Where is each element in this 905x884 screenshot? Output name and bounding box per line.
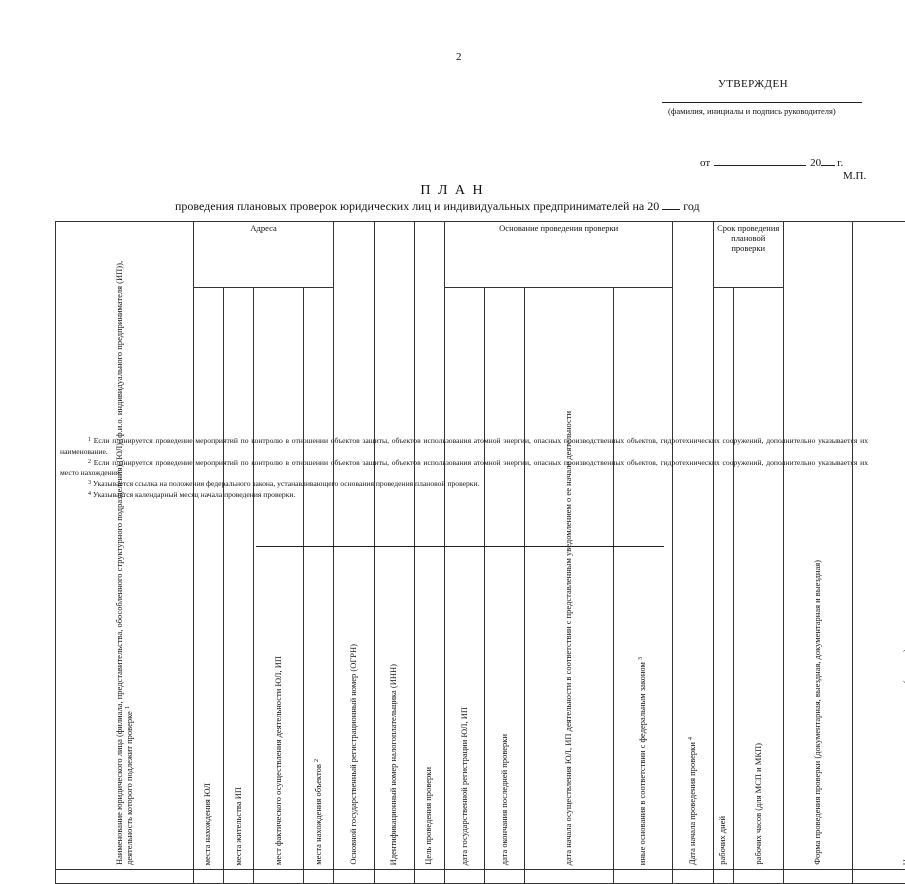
- col-name-header: Наименование юридического лица (филиала, представительства, обособленного структурного подразделения) (ЮЛ) (ф.и.о. индивидуального предпринимателя (ИП)), деятельность которого подлежит проверке $^1$: [56, 222, 194, 870]
- footnote: $^3$ Указывается ссылка на положения федерального закона, устанавливающего основания проведения плановой проверки.: [60, 479, 868, 490]
- duration-header: Срок проведения плановой проверки: [713, 222, 783, 288]
- plan-subtitle-text: проведения плановых проверок юридических лиц и индивидуальных предпринимателей на 20: [175, 199, 659, 213]
- working-hours-header: [734, 287, 784, 870]
- addresses-header: Адреса: [193, 222, 334, 288]
- last-check-date-header: [484, 287, 524, 870]
- footnote: $^2$ Если планируется проведение мероприятий по контролю в отношении объектов защиты, объектов использования атомной энергии, опасных производственных объектов, гидротехнических сооружений, дополнительно указывается их место нахождения.: [60, 458, 868, 480]
- year-blank: [821, 156, 835, 166]
- grounds-header: Основание проведения проверки: [444, 222, 673, 288]
- year-suffix: г.: [837, 157, 843, 169]
- bottom-separator-line: [256, 546, 664, 547]
- other-grounds-header: 3: [613, 287, 673, 870]
- activity-start-date-header: дата начала осуществления ЮЛ, ИП деятельности в соответствии с представленным уведомлением о ее начале деятельности: [524, 287, 613, 870]
- ip-residence-header: [224, 287, 254, 870]
- ogrn-header: Основной государственный регистрационный номер (ОГРН): [334, 222, 374, 870]
- form-header: Форма проведения проверки (документарная, выездная, документарная и выездная): [783, 222, 852, 870]
- date-prefix: от: [700, 157, 710, 169]
- page-number: 2: [456, 51, 462, 63]
- stamp-place: М.П.: [843, 170, 866, 182]
- footnote: $^1$ Если планируется проведение мероприятий по контролю в отношении объектов защиты, объектов использования атомной энергии, опасных производственных объектов, гидротехнических сооружений, дополнительно указывается их наименование.: [60, 436, 868, 458]
- plan-subtitle: [175, 199, 700, 214]
- plan-year-blank: [662, 200, 680, 210]
- plan-title: П Л А Н: [0, 183, 905, 199]
- approved-heading: УТВЕРЖДЕН: [718, 78, 788, 90]
- signature-line: [662, 102, 862, 103]
- plan-table: [55, 221, 905, 884]
- year-prefix: 20: [810, 157, 821, 169]
- joint-authority-header: государственного контроля (надзора), органа муниципального контроля, с которым проверка проводится совместно: [853, 222, 905, 870]
- signature-caption: (фамилия, инициалы и подпись руководителя): [668, 106, 836, 116]
- working-days-header: [713, 287, 734, 870]
- date-blank: [714, 156, 806, 166]
- table-row: [56, 870, 905, 884]
- footnotes: [60, 436, 868, 501]
- approval-date-row: [700, 156, 843, 169]
- plan-subtitle-suffix: год: [683, 199, 699, 213]
- activity-places-header: [254, 287, 304, 870]
- registration-date-header: [444, 287, 484, 870]
- footnote: $^4$ Указывается календарный месяц начала проведения проверки.: [60, 490, 868, 501]
- legal-entity-location-header: [193, 287, 223, 870]
- start-date-header: 4: [673, 222, 713, 870]
- objects-location-header: [304, 287, 334, 870]
